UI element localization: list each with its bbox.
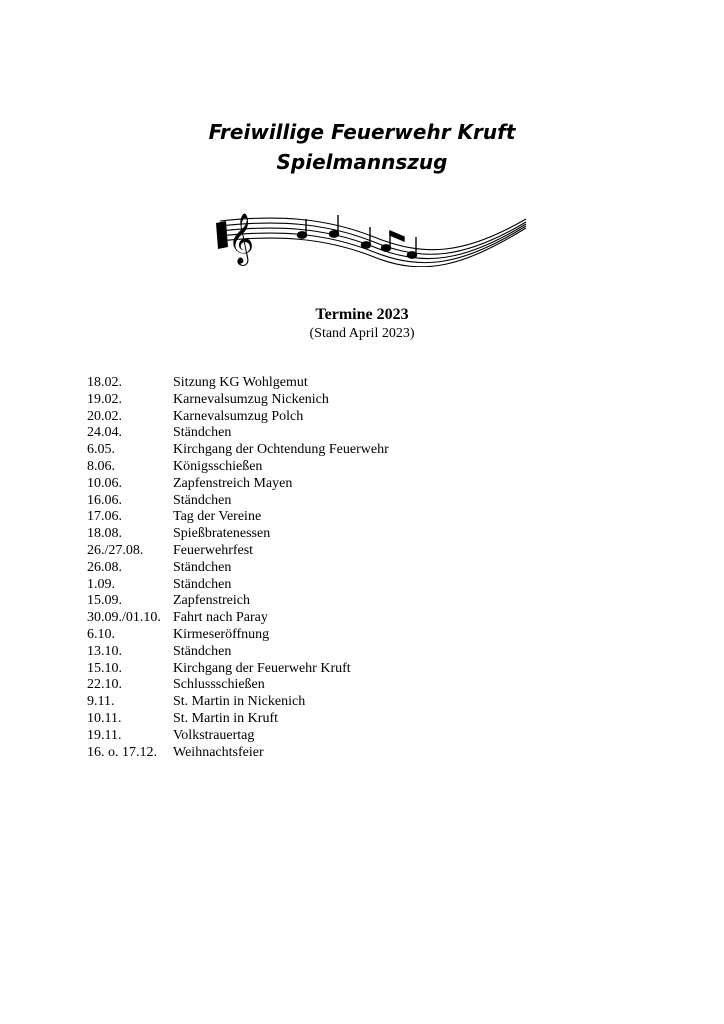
event-name: Kirchgang der Ochtendung Feuerwehr bbox=[173, 442, 389, 458]
event-date: 26.08. bbox=[87, 559, 122, 575]
event-row bbox=[87, 543, 389, 560]
event-row bbox=[87, 375, 389, 392]
event-name: Kirchgang der Feuerwehr Kruft bbox=[173, 660, 351, 676]
event-row bbox=[87, 425, 389, 442]
event-row bbox=[87, 694, 389, 711]
event-name: Schlussschießen bbox=[173, 677, 265, 693]
event-date: 13.10. bbox=[87, 643, 122, 659]
event-name: Kirmeseröffnung bbox=[173, 626, 270, 642]
event-date: 18.08. bbox=[87, 526, 122, 542]
event-row bbox=[87, 392, 389, 409]
event-list bbox=[87, 375, 389, 761]
event-row bbox=[87, 593, 389, 610]
event-name: Volkstrauertag bbox=[173, 727, 255, 743]
event-date: 16. o. 17.12. bbox=[87, 744, 157, 760]
event-name: Karnevalsumzug Polch bbox=[173, 408, 304, 424]
event-name: Zapfenstreich Mayen bbox=[173, 475, 293, 491]
event-name: Ständchen bbox=[173, 425, 232, 441]
event-date: 6.10. bbox=[87, 626, 115, 642]
event-date: 19.11. bbox=[87, 727, 122, 743]
event-name: Ständchen bbox=[173, 559, 232, 575]
band-name: Spielmannszug bbox=[276, 150, 448, 174]
event-date: 15.09. bbox=[87, 593, 122, 609]
event-row bbox=[87, 442, 389, 459]
event-name: Ständchen bbox=[173, 576, 232, 592]
event-date: 22.10. bbox=[87, 677, 122, 693]
schedule-status: (Stand April 2023) bbox=[309, 326, 415, 341]
event-date: 16.06. bbox=[87, 492, 122, 508]
event-date: 10.06. bbox=[87, 475, 122, 491]
event-date: 30.09./01.10. bbox=[87, 610, 161, 626]
event-date: 1.09. bbox=[87, 576, 115, 592]
event-row bbox=[87, 476, 389, 493]
music-staff-notes-icon bbox=[214, 207, 530, 267]
event-row bbox=[87, 560, 389, 577]
event-date: 15.10. bbox=[87, 660, 122, 676]
page-header bbox=[0, 117, 724, 177]
event-row bbox=[87, 677, 389, 694]
event-row bbox=[87, 711, 389, 728]
organization-name: Freiwillige Feuerwehr Kruft bbox=[208, 120, 516, 144]
event-row bbox=[87, 526, 389, 543]
event-row bbox=[87, 728, 389, 745]
schedule-title: Termine 2023 bbox=[315, 306, 409, 323]
event-row bbox=[87, 577, 389, 594]
event-row bbox=[87, 627, 389, 644]
event-row bbox=[87, 644, 389, 661]
event-date: 19.02. bbox=[87, 391, 122, 407]
event-name: Ständchen bbox=[173, 492, 232, 508]
event-name: Weihnachtsfeier bbox=[173, 744, 264, 760]
event-date: 10.11. bbox=[87, 710, 122, 726]
event-name: St. Martin in Kruft bbox=[173, 710, 278, 726]
event-row bbox=[87, 509, 389, 526]
event-date: 17.06. bbox=[87, 509, 122, 525]
event-date: 20.02. bbox=[87, 408, 122, 424]
event-name: Feuerwehrfest bbox=[173, 542, 254, 558]
event-row bbox=[87, 493, 389, 510]
event-date: 6.05. bbox=[87, 442, 115, 458]
event-date: 8.06. bbox=[87, 458, 115, 474]
event-name: St. Martin in Nickenich bbox=[173, 694, 306, 710]
event-name: Sitzung KG Wohlgemut bbox=[173, 375, 308, 390]
event-row bbox=[87, 409, 389, 426]
event-name: Ständchen bbox=[173, 643, 232, 659]
event-date: 24.04. bbox=[87, 425, 122, 441]
event-name: Spießbratenessen bbox=[173, 526, 271, 542]
event-name: Zapfenstreich bbox=[173, 593, 250, 609]
event-date: 18.02. bbox=[87, 375, 122, 390]
event-name: Fahrt nach Paray bbox=[173, 610, 268, 626]
event-name: Königsschießen bbox=[173, 458, 263, 474]
event-row bbox=[87, 610, 389, 627]
event-row bbox=[87, 459, 389, 476]
event-date: 9.11. bbox=[87, 694, 115, 710]
svg-text:𝄞: 𝄞 bbox=[228, 213, 255, 264]
event-row bbox=[87, 661, 389, 678]
event-row bbox=[87, 745, 389, 762]
event-name: Tag der Vereine bbox=[173, 509, 262, 525]
event-name: Karnevalsumzug Nickenich bbox=[173, 391, 329, 407]
event-date: 26./27.08. bbox=[87, 542, 144, 558]
